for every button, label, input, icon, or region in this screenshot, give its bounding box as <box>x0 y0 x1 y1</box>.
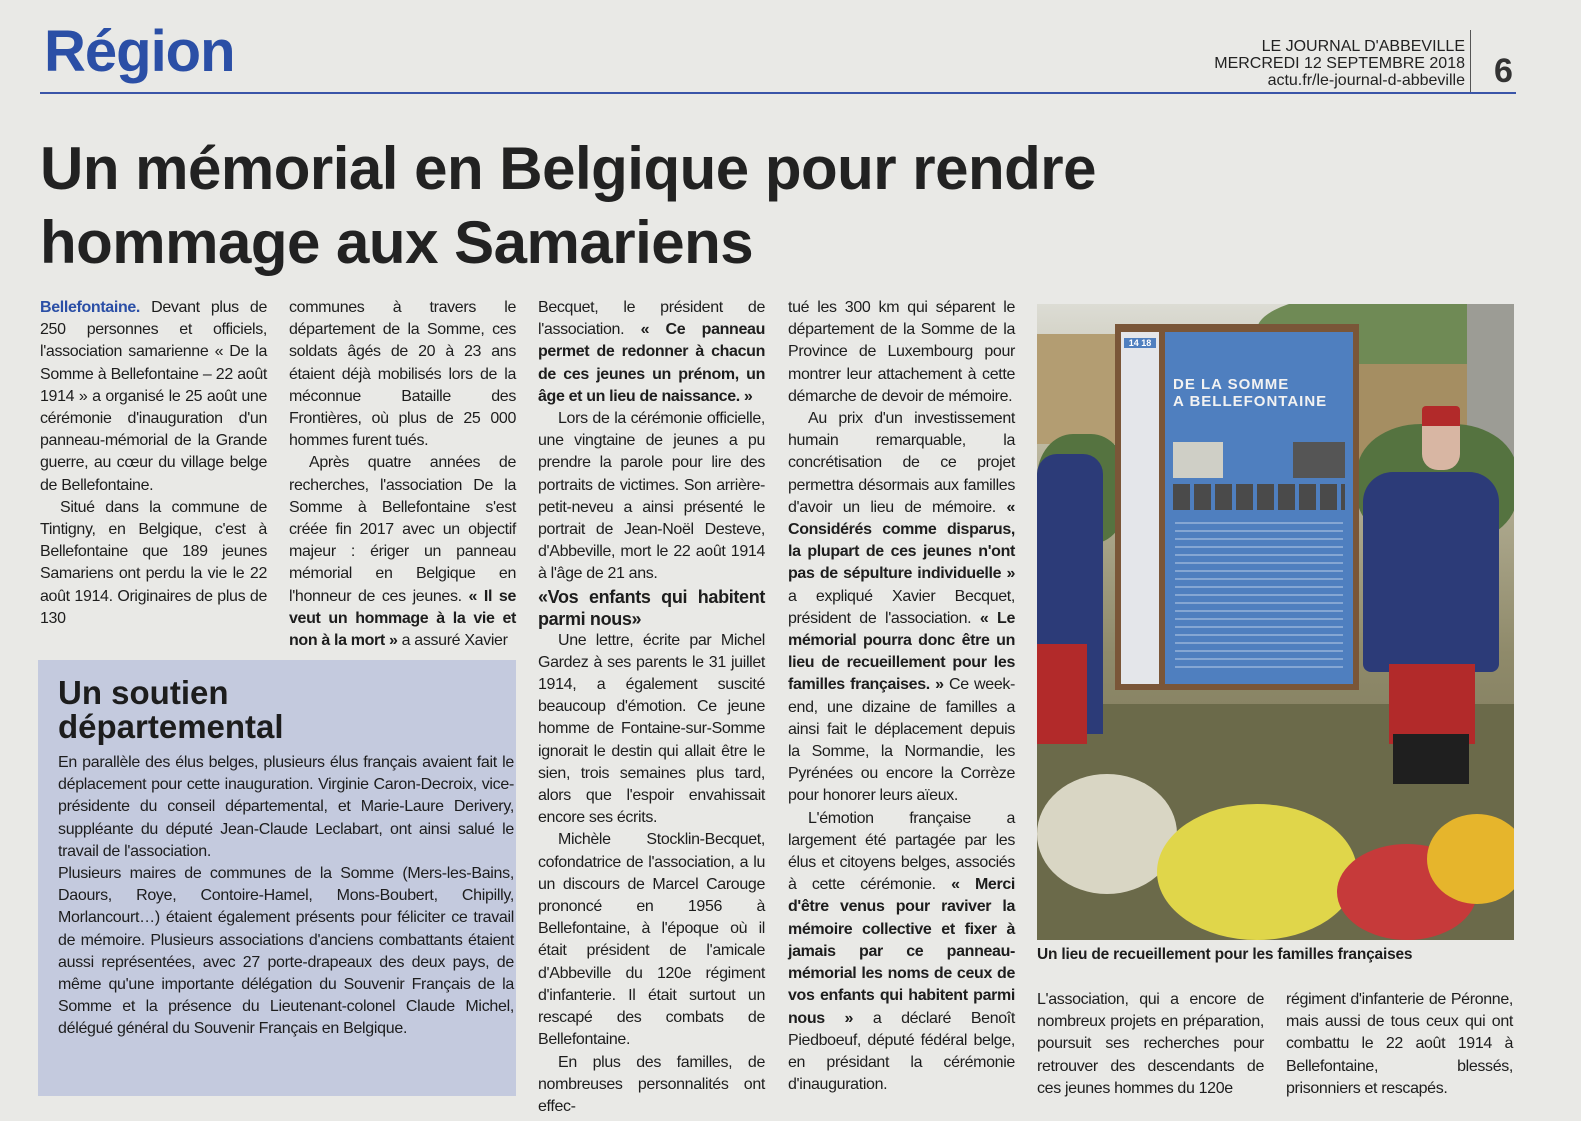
soldier-right <box>1363 472 1499 672</box>
subheading <box>538 586 765 630</box>
body-text: a déclaré Benoît Piedboeuf, député fédéral belge, en présidant la cérémonie d'inauguration. <box>788 1009 1015 1094</box>
body-text: Becquet, le président de l'association. <box>538 299 765 339</box>
quote-text: « Considérés comme disparus, la plupart de ces jeunes n'ont pas de sépulture individuelle » <box>788 498 1015 583</box>
photo-caption: Un lieu de recueillement pour les familles françaises <box>1037 946 1413 963</box>
sign-side-year: 14 <box>1128 338 1139 348</box>
box-title-line: départemental <box>58 708 284 745</box>
sign-title <box>1173 376 1327 410</box>
masthead <box>1214 38 1465 89</box>
headline-line: Un mémorial en Belgique pour rendre <box>40 135 1097 202</box>
article-paragraph <box>40 497 267 630</box>
article-column-4 <box>788 297 1015 1096</box>
header-rule <box>40 92 1516 94</box>
box-paragraph: Plusieurs maires de communes de la Somme (Mers-les-Bains, Daours, Roye, Contoire-Hamel, Mons-Boubert, Chipilly, Morlancourt…) étaient également présents pour féliciter ce travail de mémoire. Plusieurs associations d'anciens combattants étaient aussi représentées, avec 27 porte-drapeaux des deux pays, de même qu'une importante délégation du Souvenir Français de la Somme et la présence du Lieutenant-colonel Claude Michel, délégué général du Souvenir Français en Belgique. <box>58 865 514 1038</box>
flowers <box>1157 804 1357 940</box>
building <box>1037 334 1117 444</box>
kepi <box>1422 406 1460 426</box>
article-photo <box>1037 304 1514 940</box>
memorial-sign-panel <box>1165 332 1353 684</box>
soldier-boots <box>1393 734 1469 784</box>
body-text: En plus des familles, de nombreuses personnalités ont effec- <box>538 1053 765 1115</box>
body-text: a expliqué Xavier Becquet, président de l'association. <box>788 587 1015 627</box>
article-paragraph <box>788 808 1015 1097</box>
quote-text: « Ce panneau permet de redonner à chacun de ces jeunes un prénom, un âge et un lieu de naissance. » <box>538 321 765 405</box>
body-text: «Vos enfants qui habitent parmi nous» <box>538 586 765 629</box>
header-divider <box>1470 30 1471 92</box>
box-body <box>58 752 514 1041</box>
issue-date: MERCREDI 12 SEPTEMBRE 2018 <box>1214 55 1465 72</box>
quote-text: « Il se veut un hommage à la vie et non à la mort » <box>289 587 516 650</box>
body-text: Ce week-end, une dizaine de familles a ainsi fait le déplacement depuis la Somme, la Normandie, les Pyrénées ou encore la Corrèze pour honorer leurs aïeux. <box>788 676 1015 805</box>
body-text: Lors de la cérémonie officielle, une vingtaine de jeunes a pu prendre la parole pour lire des portraits de victimes. Son arrière-petit-neveu a ainsi présenté le portrait de Jean-Noël Desteve, d'Abbeville, mort le 22 août 1914 à l'âge de 21 ans. <box>538 410 765 583</box>
body-text: Une lettre, écrite par Michel Gardez à ses parents le 31 juillet 1914, a également suscité beaucoup d'émotion. Ce jeune homme de Fontaine-sur-Somme ignorait le destin qui allait être le sien, trois semaines plus tard, alors que l'espoir envahissait encore ses écrits. <box>538 631 765 827</box>
body-text: Michèle Stocklin-Becquet, cofondatrice de l'association, a lu un discours de Marcel Carouge prononcé en 1956 à Bellefontaine, à l'époque où il était président de l'amicale d'Abbeville du 120e régiment d'infanterie. Il était surtout un rescapé des combats de Bellefontaine. <box>538 831 765 1049</box>
article-column-6 <box>1286 989 1513 1100</box>
body-text: L'association, qui a encore de nombreux projets en préparation, poursuit ses recherches pour retrouver des descendants de ces jeunes hommes du 120e <box>1037 991 1264 1097</box>
article-paragraph <box>40 297 267 497</box>
body-text: L'émotion française a largement été partagée par les élus et citoyens belges, associés à cette cérémonie. <box>788 809 1015 894</box>
article-paragraph <box>538 297 765 408</box>
article-column-2 <box>289 297 516 652</box>
sidebar-box <box>38 660 516 1096</box>
box-title-line: Un soutien <box>58 674 229 711</box>
body-text: Après quatre années de recherches, l'association De la Somme à Bellefontaine s'est créée fin 2017 avec un objectif majeur : ériger un panneau mémorial en Belgique en l'honneur de ces jeunes. <box>289 454 516 605</box>
wreath <box>1037 774 1177 894</box>
article-column-3 <box>538 297 765 1118</box>
article-paragraph <box>788 408 1015 808</box>
article-paragraph <box>289 297 516 452</box>
quote-text: « Le mémorial pourra donc être un lieu de recueillement pour les familles françaises. » <box>788 609 1015 694</box>
dateline: Bellefontaine. <box>40 299 141 316</box>
body-text: a assuré Xavier <box>397 632 508 650</box>
body-text: Au prix d'un investissement humain remarquable, la concrétisation de ce projet permettra désormais aux familles d'avoir un lieu de mémoire. <box>788 410 1015 516</box>
article-paragraph <box>538 408 765 586</box>
soldier-trousers <box>1037 644 1087 744</box>
sign-title-line: DE LA SOMME <box>1173 376 1290 393</box>
memorial-sign-side <box>1121 332 1159 684</box>
sign-side-year: 18 <box>1141 338 1152 348</box>
article-paragraph <box>1037 989 1264 1100</box>
box-paragraph: En parallèle des élus belges, plusieurs élus français avaient fait le déplacement pour cette inauguration. Virginie Caron-Decroix, vice-présidente du conseil départemental, et Marie-Laure Derivery, suppléante du député Jean-Claude Leclabart, ont ainsi salué le travail de l'association. <box>58 754 514 860</box>
article-paragraph <box>538 1052 765 1119</box>
article-headline <box>40 132 1096 280</box>
headline-line: hommage aux Samariens <box>40 209 754 276</box>
section-title: Région <box>44 19 235 84</box>
sign-portraits <box>1173 484 1345 510</box>
box-title <box>58 676 284 744</box>
paper-url: actu.fr/le-journal-d-abbeville <box>1267 72 1465 89</box>
article-column-1 <box>40 297 267 630</box>
soldier-face <box>1422 426 1460 470</box>
body-text: tué les 300 km qui séparent le département de la Somme de la Province de Luxembourg pour montrer leur attachement à cette démarche de devoir de mémoire. <box>788 299 1015 405</box>
paper-name: LE JOURNAL D'ABBEVILLE <box>1261 38 1465 55</box>
body-text: communes à travers le département de la Somme, ces soldats âgés de 20 à 23 ans étaient déjà mobilisés lors de la méconnue Bataille des Frontières, où plus de 25 000 hommes furent tués. <box>289 299 516 450</box>
article-paragraph <box>1286 989 1513 1100</box>
soldier-trousers <box>1389 664 1475 744</box>
article-paragraph <box>289 452 516 652</box>
quote-text: « Merci d'être venus pour raviver la mémoire collective et fixer à jamais par ce panneau-mémorial les noms de ceux de vos enfants qui habitent parmi nous » <box>788 876 1015 1027</box>
page-number: 6 <box>1494 52 1513 90</box>
article-paragraph <box>538 630 765 830</box>
sign-photo <box>1173 442 1223 478</box>
article-paragraph <box>788 297 1015 408</box>
body-text: Situé dans la commune de Tintigny, en Belgique, c'est à Bellefontaine que 189 jeunes Samariens ont perdu la vie le 22 août 1914. Originaires de plus de 130 <box>40 498 267 627</box>
body-text: Devant plus de 250 personnes et officiels, l'association samarienne « De la Somme à Bellefontaine – 22 août 1914 » a organisé le 25 août une cérémonie d'inauguration d'un panneau-mémorial de la Grande guerre, au cœur du village belge de Bellefontaine. <box>40 299 267 494</box>
article-column-5 <box>1037 989 1264 1100</box>
sign-title-line: A BELLEFONTAINE <box>1173 393 1328 410</box>
sign-photo <box>1293 442 1345 478</box>
article-paragraph <box>538 829 765 1051</box>
sign-names-list <box>1175 522 1343 672</box>
body-text: régiment d'infanterie de Péronne, mais aussi de tous ceux qui ont combattu le 22 août 1914 à Bellefontaine, blessés, prisonniers et rescapés. <box>1286 991 1513 1097</box>
